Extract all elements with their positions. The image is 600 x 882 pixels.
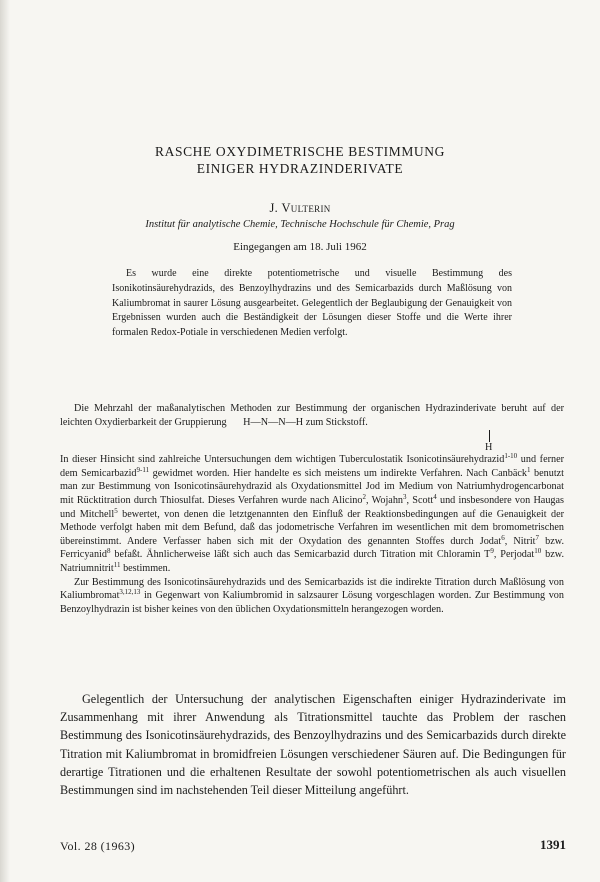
- intro-paragraph-1: Die Mehrzahl der maßanalytischen Methoden zur Bestimmung der organischen Hydrazinderivate beruht auf der leichten Oxydierbarkeit der Gruppierung H—N—N—H zum Stickstoff.: [60, 403, 564, 428]
- abstract-text: Es wurde eine direkte potentiometrische und visuelle Bestimmung des Isonikotinsäurehydrazids, des Benzoylhydrazins und des Semicarbazids durch Maßlösung von Kaliumbromat in saurer Lösung ausgearbeitet. Gelegentlich der Beglaubigung der Genauigkeit von Ergebnissen wurden auch die Beständigkeit der Lösungen dieser Stoffe und die Werte ihrer formalen Redox-Potiale in verschiedenen Medien verfolgt.: [112, 268, 512, 339]
- intro-paragraph-3: Zur Bestimmung des Isonicotinsäurehydrazids und des Semicarbazids ist die indirekte Titration durch Maßlösung von Kaliumbromat$^{3,12,13}$ in Gegenwart von Kaliumbromid in salzsaurer Lösung vorgeschlagen worden. Zur Bestimmung von Benzoylhydrazin ist bisher keines von den üblichen Oxydationsmitteln herangezogen worden.: [60, 576, 564, 615]
- citation: 10: [534, 547, 542, 556]
- author-surname: Vulterin: [281, 201, 331, 215]
- citation: 11: [113, 560, 121, 569]
- institute: Institut für analytische Chemie, Technische Hochschule für Chemie, Prag: [145, 219, 455, 230]
- citation: 3,12,13: [119, 588, 141, 597]
- formula-hydrogen: H: [485, 442, 493, 453]
- citation: 6: [501, 533, 505, 542]
- citation: 3: [403, 492, 407, 501]
- paper-title-line-1: RASCHE OXYDIMETRISCHE BESTIMMUNG: [155, 144, 445, 159]
- paper-title-line-2: EINIGER HYDRAZINDERIVATE: [196, 161, 404, 176]
- main-section: [60, 690, 566, 799]
- citation: 4: [433, 492, 437, 501]
- citation: 7: [535, 533, 539, 542]
- citation: 1-10: [504, 452, 518, 461]
- citation: 9-11: [136, 465, 150, 474]
- citation: 2: [362, 492, 366, 501]
- citation: 1: [526, 465, 531, 474]
- citation: 9: [490, 547, 494, 556]
- scan-edge-shadow: [0, 0, 10, 882]
- abstract: [112, 267, 512, 341]
- hydrazine-formula: H—N—N—H: [243, 416, 304, 428]
- journal-volume: Vol. 28 (1963): [60, 839, 136, 853]
- author: [60, 201, 540, 216]
- intro-section: [60, 402, 564, 616]
- citation: 8: [106, 547, 111, 556]
- citation: 5: [114, 506, 118, 515]
- received-date: Eingegangen am 18. Juli 1962: [233, 241, 367, 253]
- intro-paragraph-2: In dieser Hinsicht sind zahlreiche Untersuchungen dem wichtigen Tuberculostatik Isonicotinsäurehydrazid$^{1-10}$ und ferner dem Semicarbazid$^{9-11}$ gewidmet worden. Hier handelte es sich meistens um indirekte Verfahren. Nach Canbäck$^1$ benutzt man zur Bestimmung von Isonicotinsäurehydrazid als Oxydationsmittel Jod im Medium von Natriumhydrogencarbonat mit Rücktitration durch Thiosulfat. Dieses Verfahren wurde nach Alicino$^2$, Wojahn$^3$, Scott$^4$ und insbesondere von Haugas und Mitchell$^5$ bewertet, von denen die letztgenannten den Einfluß der Reaktionsbedingungen auf die Genauigkeit der Methode verfolgt haben mit dem Befund, daß das jodometrische Verfahren im wesentlichen mit dem bromometrischen übereinstimmt. Andere Verfasser haben sich mit der Oxydation des genannten Stoffes durch Jodat$^6$, Nitrit$^7$ bzw. Ferricyanid$^8$ befaßt. Ähnlicherweise läßt sich auch das Semicarbazid durch Titration mit Chloramin $T^9$, Perjodat$^{10}$ bzw. Natriumnitrit$^{11}$ bestimmen.: [60, 452, 565, 574]
- page-number: 1391: [540, 837, 566, 852]
- main-paragraph: Gelegentlich der Untersuchung der analytischen Eigenschaften einiger Hydrazinderivate im Zusammenhang mit ihrer Anwendung als Titrationsmittel tauchte das Problem der raschen Bestimmung des Isonicotinsäurehydrazids, des Benzoylhydrazins und des Semicarbazids durch direkte Titration mit Kaliumbromat in bromidfreien Lösungen verschiedener Säuren auf. Die Bedingungen für derartige Titrationen und die erhaltenen Resultate der sowohl potentiometrischen als auch visuellen Bestimmungen sind im nachstehenden Teil dieser Mitteilung angeführt.: [60, 692, 566, 798]
- author-initial: J.: [269, 201, 282, 215]
